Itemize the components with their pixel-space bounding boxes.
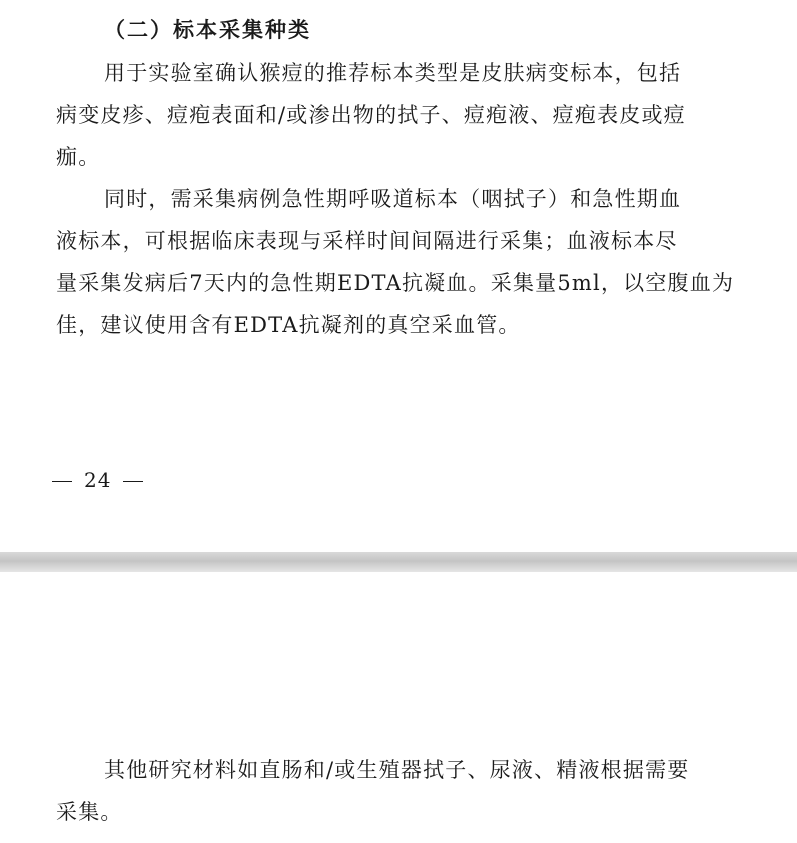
section-heading: （二）标本采集种类 (104, 17, 311, 42)
paragraph-line: 量采集发病后7天内的急性期EDTA抗凝血。采集量5ml，以空腹血为 (56, 271, 735, 295)
paragraph-specimen-types (56, 52, 721, 178)
page-separator (0, 552, 797, 572)
paragraph-line: 痂。 (56, 145, 101, 169)
paragraph-line: 同时，需采集病例急性期呼吸道标本（咽拭子）和急性期血 (104, 187, 682, 211)
paragraph-line: 病变皮疹、痘疱表面和/或渗出物的拭子、痘疱液、痘疱表皮或痘 (56, 103, 686, 127)
paragraph-line: 液标本，可根据临床表现与采样时间间隔进行采集；血液标本尽 (56, 229, 678, 253)
paragraph-line: 用于实验室确认猴痘的推荐标本类型是皮肤病变标本，包括 (104, 61, 682, 85)
paragraph-other-materials (56, 749, 721, 833)
paragraph-line: 佳，建议使用含有EDTA抗凝剂的真空采血管。 (56, 313, 521, 337)
paragraph-line: 其他研究材料如直肠和/或生殖器拭子、尿液、精液根据需要 (104, 758, 690, 782)
page-number-value: 24 (84, 468, 112, 492)
dash-left (52, 481, 72, 483)
paragraph-respiratory-blood (56, 178, 735, 346)
page-number (46, 468, 149, 492)
dash-right (123, 481, 143, 483)
paragraph-line: 采集。 (56, 800, 123, 824)
